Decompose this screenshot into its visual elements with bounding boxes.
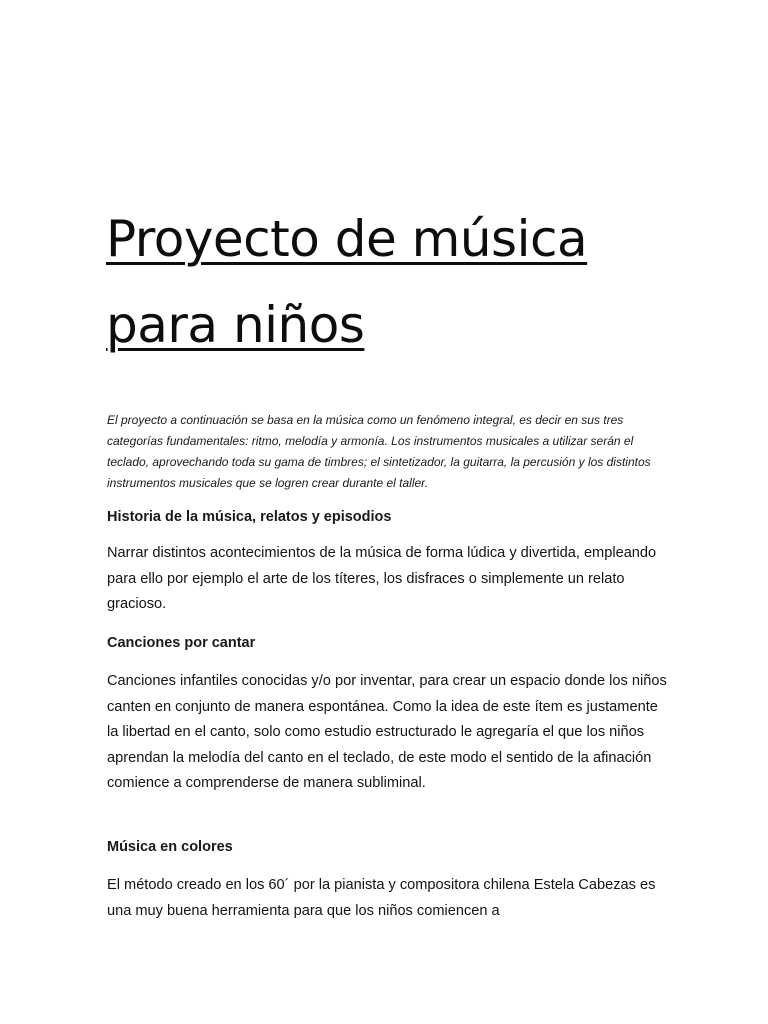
section-heading-colores: Música en colores — [107, 839, 233, 855]
title-line-2: para niños — [106, 296, 365, 354]
section-body-canciones: Canciones infantiles conocidas y/o por inventar, para crear un espacio donde los niños canten en conjunto de manera espontánea. Como la idea de este ítem es justamente la libertad en el canto, solo como estudio estructurado le agregaría el que los niños aprendan la melodía del canto en el teclado, de este modo el sentido de la afinación comience a comprenderse de manera subliminal. — [107, 673, 667, 791]
intro-paragraph: El proyecto a continuación se basa en la música como un fenómeno integral, es decir en sus tres categorías fundamentales: ritmo, melodía y armonía. Los instrumentos musicales a utilizar serán el teclado, aprovechando toda su gama de timbres; el sintetizador, la guitarra, la percusión y los distintos instrumentos musicales que se logren crear durante el taller. — [107, 413, 651, 490]
section-body-historia: Narrar distintos acontecimientos de la música de forma lúdica y divertida, empleando para ello por ejemplo el arte de los títeres, los disfraces o simplemente un relato gracioso. — [107, 545, 657, 612]
page-title — [106, 196, 666, 368]
section-body-colores: El método creado en los 60´ por la pianista y compositora chilena Estela Cabezas es una muy buena herramienta para que los niños comiencen a — [107, 877, 656, 919]
section-heading-historia: Historia de la música, relatos y episodios — [107, 509, 392, 525]
section-heading-canciones: Canciones por cantar — [107, 635, 256, 651]
title-line-1: Proyecto de música — [106, 210, 588, 268]
